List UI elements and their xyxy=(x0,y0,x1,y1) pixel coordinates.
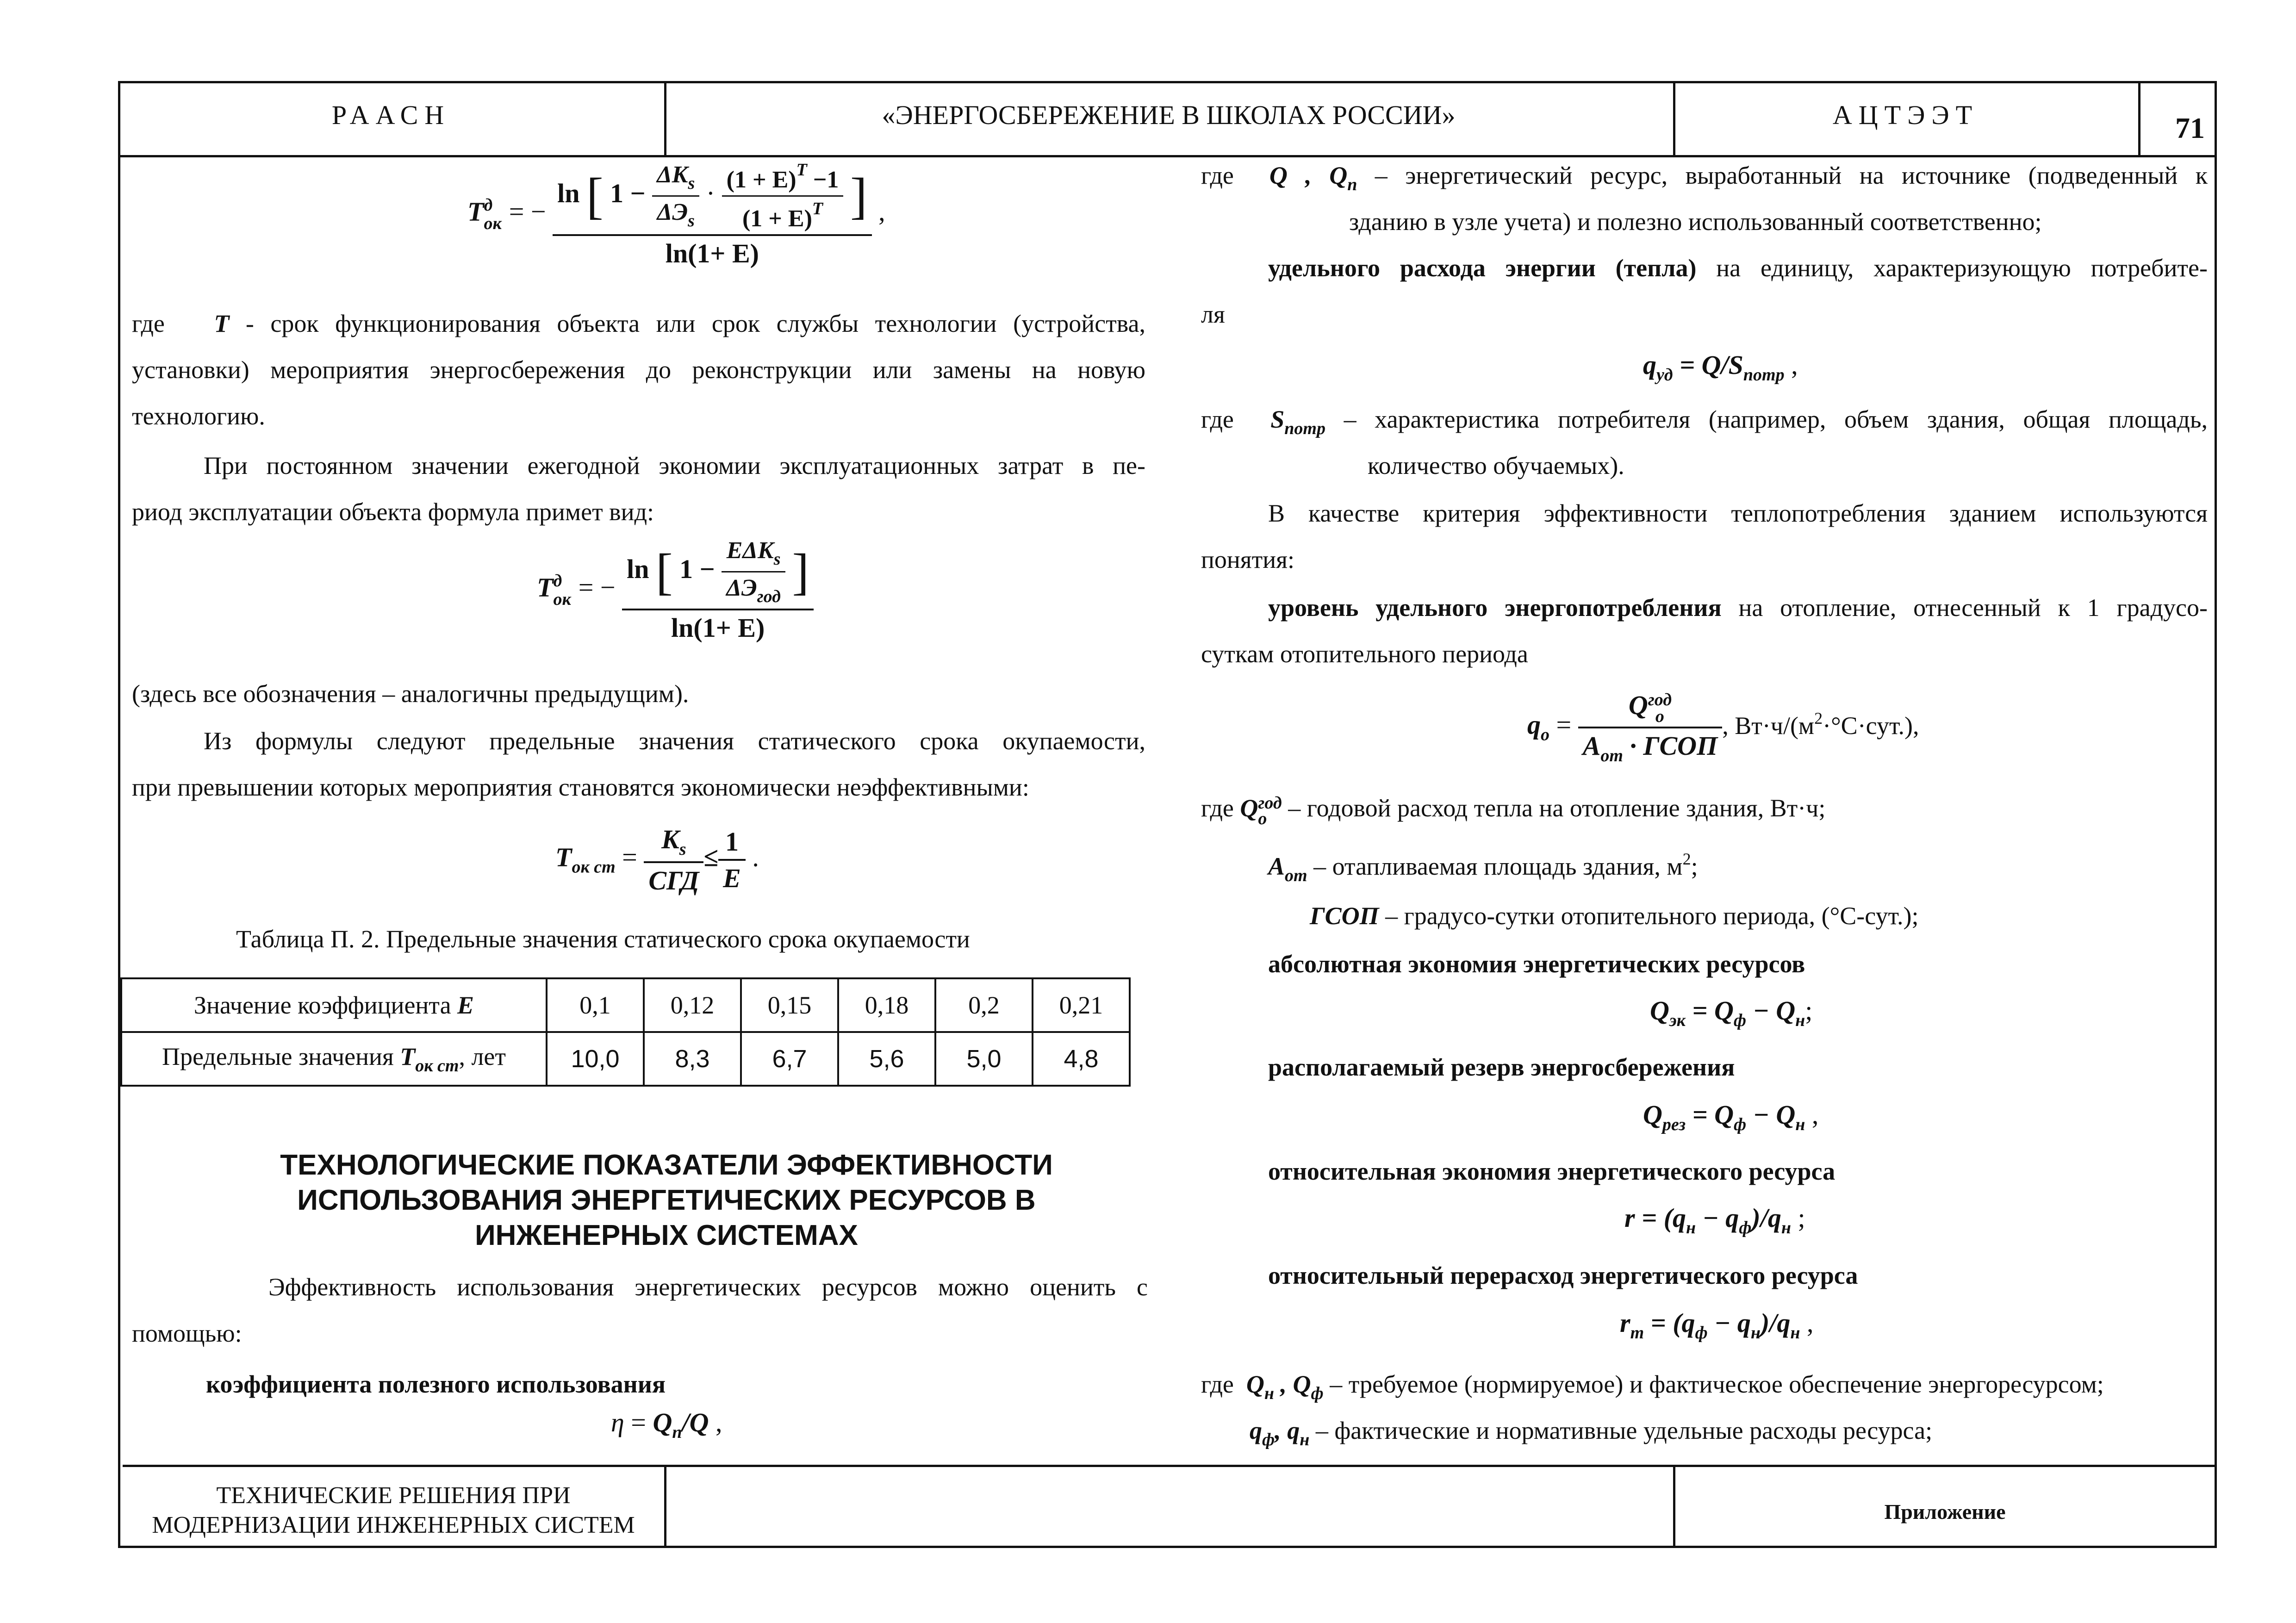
footer-sep-1 xyxy=(664,1465,666,1548)
formula7-tail: ; xyxy=(1805,995,1813,1026)
r11-bold: относительная экономия энергетического ресурса xyxy=(1268,1157,1836,1185)
p3: (здесь все обозначения – аналогичны предыдущим). xyxy=(132,680,689,708)
r9-bold: абсолютная экономия энергетических ресурсов xyxy=(1268,950,1805,978)
formula9-close: )/q xyxy=(1751,1203,1781,1233)
formula7-r2-sub: н xyxy=(1795,1011,1805,1030)
formula6-a-sub: от xyxy=(1600,746,1623,765)
formula8-r1-sub: ф xyxy=(1734,1115,1747,1134)
formula6-lhs-sub: o xyxy=(1541,725,1549,745)
page-number: 71 xyxy=(2175,112,2205,144)
r13-comma: , Q xyxy=(1274,1370,1311,1398)
formula4-tail: , xyxy=(709,1407,722,1437)
formula8-eq: = Q xyxy=(1686,1100,1734,1130)
formula-absolute-saving xyxy=(1650,995,1812,1031)
row1-cell-6: 0,21 xyxy=(1033,978,1130,1032)
header-left: РААСН xyxy=(331,100,451,130)
row2-cell-5: 5,0 xyxy=(935,1032,1033,1086)
r1-vars-sub: п xyxy=(1347,175,1357,194)
formula-efficiency xyxy=(611,1407,722,1443)
r6-text: – годовой расход тепла на отопление здания, Вт·ч; xyxy=(1282,794,1826,822)
r7 xyxy=(1268,849,1698,886)
row2-cell-6: 4,8 xyxy=(1033,1032,1130,1086)
p4-line2: при превышении которых мероприятия становятся экономически неэффективными: xyxy=(132,773,1029,801)
r6-var-sup: год xyxy=(1258,793,1282,813)
row2-header xyxy=(121,1032,547,1086)
formula10-c-sub: н xyxy=(1790,1323,1800,1343)
p2-line2: риод эксплуатации объекта формула примет вид: xyxy=(132,498,654,526)
section-title-line3: ИНЖЕНЕРНЫХ СИСТЕМАХ xyxy=(475,1219,858,1251)
header-title: «ЭНЕРГОСБЕРЕЖЕНИЕ В ШКОЛАХ РОССИИ» xyxy=(882,100,1456,130)
formula-reserve xyxy=(1643,1099,1818,1135)
footer-divider xyxy=(123,1465,2217,1467)
formula3-ks-sub: s xyxy=(679,839,686,859)
p1-var: T xyxy=(214,310,230,337)
formula2-denominator: ln(1+ E) xyxy=(671,613,765,643)
p6-bold: коэффициента полезного использования xyxy=(206,1370,666,1398)
r1-vars: Q , Q xyxy=(1269,162,1348,189)
formula6-a: A xyxy=(1582,730,1601,761)
formula1-pow-den-sup: T xyxy=(812,199,823,218)
formula10-a-sub: ф xyxy=(1695,1323,1708,1343)
p5-line2: помощью: xyxy=(132,1319,242,1347)
r3-var-sub: потр xyxy=(1284,419,1325,438)
r3-line1-text: – характеристика потребителя (например, объем здания, общая площадь, xyxy=(1325,405,2208,433)
formula9-tail: ; xyxy=(1791,1203,1805,1233)
formula6-q: Q xyxy=(1628,690,1648,720)
r4-line1: В качестве критерия эффективности теплопотребления зданием используются xyxy=(1268,499,2208,527)
header-right: АЦТЭЭТ xyxy=(1832,100,1979,130)
r6 xyxy=(1201,794,1825,827)
r13-var2-sub: ф xyxy=(1311,1384,1324,1403)
section-title xyxy=(250,1148,1083,1253)
formula3-sgd: СГД xyxy=(648,865,699,895)
formula1-pow-num: (1 + E) xyxy=(726,167,796,193)
formula3-e: E xyxy=(723,863,741,893)
formula2-ln: ln xyxy=(627,553,649,584)
formula3-one: 1 xyxy=(718,826,746,861)
r13-text: – требуемое (нормируемое) и фактическое обеспечение энергоресурсом; xyxy=(1323,1370,2104,1398)
r5-bold: уровень удельного энергопотребления xyxy=(1268,594,1722,622)
formula9-b-sub: ф xyxy=(1739,1218,1752,1237)
r3-line2: количество обучаемых). xyxy=(1368,452,1624,479)
formula7-lhs-sub: эк xyxy=(1669,1011,1686,1030)
r1-line1-text: – энергетический ресурс, выработанный на источнике (подведенный к xyxy=(1357,162,2208,189)
footer-left-line2: МОДЕРНИЗАЦИИ ИНЖЕНЕРНЫХ СИСТЕМ xyxy=(152,1512,635,1538)
r8 xyxy=(1310,902,1919,930)
r1-line1 xyxy=(1201,161,2208,195)
r1-lead: где xyxy=(1201,162,1234,189)
formula9-eq: = (q xyxy=(1635,1203,1686,1233)
formula2-lhs-sub: ок xyxy=(553,590,571,609)
formula-relative-saving xyxy=(1624,1202,1805,1238)
formula5-lhs: q xyxy=(1643,350,1656,380)
formula1-denominator: ln(1+ E) xyxy=(665,238,759,268)
formula7-r1-sub: ф xyxy=(1733,1011,1747,1030)
formula2-lhs: T xyxy=(537,572,554,603)
r3-lead: где xyxy=(1201,405,1234,433)
r2-tail: на единицу, характеризующую потребите- xyxy=(1696,254,2208,282)
payback-limits-table xyxy=(120,977,1131,1087)
formula5-rhs-sub: потр xyxy=(1743,365,1785,385)
r6-var-sub: o xyxy=(1258,808,1267,828)
formula8-r2-sub: н xyxy=(1795,1115,1805,1134)
formula2-edks: EΔK xyxy=(726,537,774,564)
formula1-dks-sub: s xyxy=(688,174,695,193)
formula9-lhs: r xyxy=(1624,1203,1635,1233)
r3-line1 xyxy=(1201,405,2208,439)
formula4-eq: = xyxy=(624,1407,653,1437)
formula3-tail: . xyxy=(752,842,759,872)
formula10-lhs: r xyxy=(1620,1308,1630,1338)
p2-line1: При постоянном значении ежегодной экономии эксплуатационных затрат в пе- xyxy=(204,452,1145,479)
footer-left xyxy=(123,1481,664,1540)
formula4-lhs: η xyxy=(611,1407,624,1437)
r5-line1 xyxy=(1268,593,2208,622)
page-frame xyxy=(118,81,2217,1548)
formula2-deg-sub: год xyxy=(757,587,781,606)
formula7-eq: = Q xyxy=(1685,995,1734,1026)
r10-bold: располагаемый резерв энергосбережения xyxy=(1268,1053,1735,1081)
r2-line2: ля xyxy=(1201,300,1225,328)
row1-cell-1: 0,1 xyxy=(547,978,644,1032)
formula1-lhs-sup: д xyxy=(484,195,493,215)
row1-var: E xyxy=(457,991,474,1019)
r8-text: – градусо-сутки отопительного периода, (°С-сут.); xyxy=(1379,902,1919,930)
formula5-lhs-sub: уд xyxy=(1656,365,1673,385)
formula2-lhs-sup: д xyxy=(553,571,562,591)
row2-cell-1: 10,0 xyxy=(547,1032,644,1086)
row1-cell-5: 0,2 xyxy=(935,978,1033,1032)
formula1-lhs: T xyxy=(467,196,484,227)
row2-cell-3: 6,7 xyxy=(741,1032,838,1086)
p1-line3: технологию. xyxy=(132,402,265,430)
r8-var: ГСОП xyxy=(1310,902,1379,930)
r14-comma: , q xyxy=(1275,1417,1300,1444)
r14-var1-sub: ф xyxy=(1262,1430,1275,1449)
formula6-unit-tail: ·°С·сут.), xyxy=(1823,711,1919,740)
formula4-q: /Q xyxy=(682,1407,709,1437)
formula1-ln: ln xyxy=(557,178,580,208)
header-divider xyxy=(118,155,2217,157)
p4-line1: Из формулы следуют предельные значения статического срока окупаемости, xyxy=(204,727,1145,755)
formula1-des: ΔЭ xyxy=(657,199,688,225)
formula4-qp-sub: п xyxy=(672,1423,682,1442)
formula-static-limit: $T_{ок ст}$ = $\frac{K_s}{\text{СГД}}$ ≤ $\frac{1}{E}$ . xyxy=(555,824,759,895)
formula6-q-sub: o xyxy=(1655,706,1664,726)
formula7-lhs: Q xyxy=(1650,995,1669,1026)
formula-relative-overspend xyxy=(1620,1307,1814,1343)
r3-var: S xyxy=(1270,405,1285,433)
r7-sup: 2 xyxy=(1682,850,1691,868)
r1-line2: зданию в узле учета) и полезно использованный соответственно; xyxy=(1349,208,2042,236)
r14-var1: q xyxy=(1250,1417,1262,1444)
formula-specific-consumption xyxy=(1643,349,1798,385)
row1-cell-2: 0,12 xyxy=(644,978,741,1032)
formula3-lhs: T xyxy=(555,842,572,872)
formula1-pow-num-sup: T xyxy=(796,160,807,180)
r13-var1-sub: н xyxy=(1264,1384,1275,1403)
formula9-minus: − q xyxy=(1696,1203,1739,1233)
p1-line1-text: - срок функционирования объекта или срок службы технологии (устройства, xyxy=(229,310,1146,337)
r14 xyxy=(1250,1416,1932,1450)
table-caption: Таблица П. 2. Предельные значения статического срока окупаемости xyxy=(236,925,970,953)
formula10-lhs-sub: m xyxy=(1630,1323,1644,1343)
formula10-eq: = (q xyxy=(1644,1308,1695,1338)
row2-cell-4: 5,6 xyxy=(838,1032,935,1086)
formula3-le: ≤ xyxy=(703,842,719,872)
formula2-deg: ΔЭ xyxy=(726,575,757,601)
row2-cell-2: 8,3 xyxy=(644,1032,741,1086)
r7-text: – отапливаемая площадь здания, м xyxy=(1307,852,1683,880)
row2-var-sub: ок ст xyxy=(415,1056,459,1076)
formula1-one: 1 − xyxy=(610,178,646,208)
formula6-unit: , Вт·ч/(м xyxy=(1722,711,1815,740)
header-sep-3 xyxy=(2138,81,2140,156)
r6-lead: где xyxy=(1201,794,1234,822)
footer-right: Приложение xyxy=(1884,1500,2006,1524)
section-title-line1: ТЕХНОЛОГИЧЕСКИЕ ПОКАЗАТЕЛИ ЭФФЕКТИВНОСТИ xyxy=(280,1149,1053,1181)
table-row-coefficient xyxy=(121,978,1130,1032)
formula-payback-constant: T д ок = − ln [ 1 − $\frac{E\Delta K_s}{\Delta Э_{год}}$ ] ln(1+ E) xyxy=(537,537,814,643)
formula5-eq: = Q/S xyxy=(1673,350,1743,380)
table-row-limits xyxy=(121,1032,1130,1086)
p1-lead: где xyxy=(132,310,165,337)
r2-bold: удельного расхода энергии (тепла) xyxy=(1268,254,1697,282)
footer-left-line1: ТЕХНИЧЕСКИЕ РЕШЕНИЯ ПРИ xyxy=(216,1482,571,1509)
formula9-a-sub: н xyxy=(1686,1218,1696,1237)
formula1-pow-num-tail: −1 xyxy=(807,167,839,193)
formula-payback-dynamic: T д ок = − ln [ 1 − $\frac{\Delta K_s}{\Delta Э_s}$ · $\frac{(1 + E)^T -1}{(1 + E)^T}$ ] ln(1+ E) , xyxy=(467,160,885,268)
formula10-tail: , xyxy=(1800,1308,1814,1338)
formula3-ks: K xyxy=(661,824,679,854)
row2-var: T xyxy=(400,1042,416,1070)
r14-var2-sub: н xyxy=(1300,1430,1310,1449)
row1-label: Значение коэффициента xyxy=(193,991,451,1019)
formula1-pow-den: (1 + E) xyxy=(742,205,812,232)
formula10-close: )/q xyxy=(1760,1308,1791,1338)
r5-tail: на отопление, отнесенный к 1 градусо- xyxy=(1721,594,2208,622)
formula8-minus: − Q xyxy=(1746,1100,1796,1130)
row1-cell-3: 0,15 xyxy=(741,978,838,1032)
p1-line2: установки) мероприятия энергосбережения до реконструкции или замены на новую xyxy=(132,356,1145,384)
formula2-one: 1 − xyxy=(679,553,715,584)
r2-line1 xyxy=(1268,254,2208,282)
r7-var: A xyxy=(1268,852,1285,880)
p1-line1 xyxy=(132,309,1145,338)
r5-line2: суткам отопительного периода xyxy=(1201,640,1528,668)
formula6-unit-sup: 2 xyxy=(1814,709,1823,728)
formula6-gsop: · ГСОП xyxy=(1623,730,1718,761)
r13 xyxy=(1201,1370,2104,1404)
row2-unit: , лет xyxy=(459,1042,506,1070)
formula1-des-sub: s xyxy=(688,211,695,230)
formula10-minus: − q xyxy=(1707,1308,1751,1338)
row1-header xyxy=(121,978,547,1032)
formula8-lhs: Q xyxy=(1643,1100,1662,1130)
row1-cell-4: 0,18 xyxy=(838,978,935,1032)
formula1-dks: ΔK xyxy=(657,162,688,188)
r7-var-sub: от xyxy=(1285,866,1307,885)
formula5-tail: , xyxy=(1784,350,1798,380)
p5-line1: Эффективность использования энергетических ресурсов можно оценить с xyxy=(268,1273,1148,1301)
formula7-minus: − Q xyxy=(1746,995,1796,1026)
formula4-qp: Q xyxy=(653,1407,672,1437)
section-title-line2: ИСПОЛЬЗОВАНИЯ ЭНЕРГЕТИЧЕСКИХ РЕСУРСОВ В xyxy=(297,1184,1036,1216)
r13-var1: Q xyxy=(1246,1370,1264,1398)
formula9-c-sub: н xyxy=(1781,1218,1791,1237)
r13-lead: где xyxy=(1201,1370,1234,1398)
formula1-lhs-sub: ок xyxy=(484,214,502,233)
formula6-q-sup: год xyxy=(1648,690,1672,709)
formula8-lhs-sub: рез xyxy=(1662,1115,1686,1134)
formula-heating-level: $q_o$ = Q год o $A_{от}$ · ГСОП , $Вт\cdot ч/(м^2\cdot^\circ С\cdot сут.)$, xyxy=(1527,690,1919,765)
r12-bold: относительный перерасход энергетического ресурса xyxy=(1268,1262,1858,1289)
formula2-edks-sub: s xyxy=(773,549,781,569)
formula3-lhs-sub: ок ст xyxy=(572,857,616,877)
r7-tail: ; xyxy=(1691,852,1698,880)
r6-var: Q xyxy=(1240,794,1258,822)
r4-line2: понятия: xyxy=(1201,546,1294,573)
formula6-lhs: q xyxy=(1527,709,1541,740)
r14-text: – фактические и нормативные удельные расходы ресурса; xyxy=(1309,1417,1933,1444)
formula10-b-sub: н xyxy=(1750,1323,1761,1343)
row2-label: Предельные значения xyxy=(162,1042,394,1070)
formula8-tail: , xyxy=(1805,1100,1819,1130)
